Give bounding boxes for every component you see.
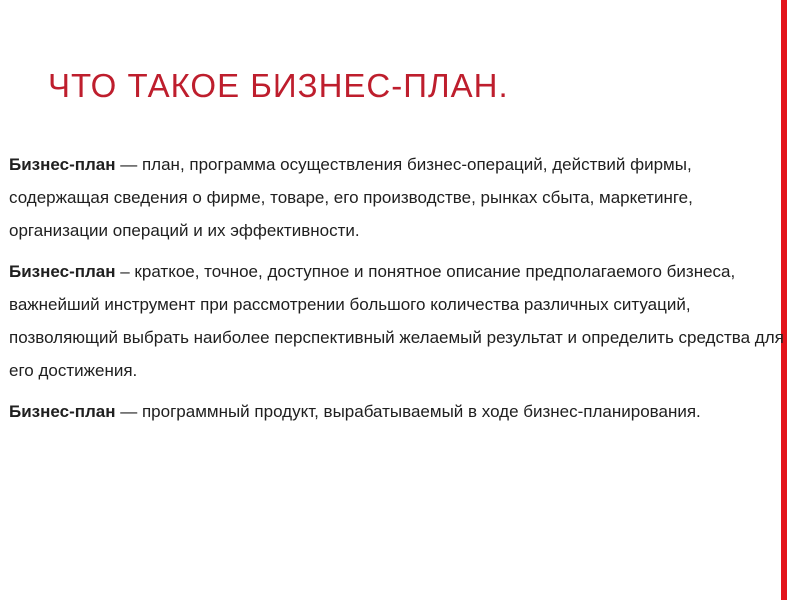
definition-paragraph-1	[9, 148, 789, 247]
definition-text: — программный продукт, вырабатываемый в ходе бизнес-планирования.	[115, 402, 701, 421]
definition-text: – краткое, точное, доступное и понятное описание предполагаемого бизнеса, важнейший инструмент при рассмотрении большого количества различных ситуаций, позволяющий выбрать наиболее перспективный желаемый результат и определить средства для его достижения.	[9, 262, 784, 380]
definition-term: Бизнес-план	[9, 402, 116, 421]
slide-body	[9, 148, 789, 436]
definition-paragraph-3	[9, 395, 789, 428]
slide-title: ЧТО ТАКОЕ БИЗНЕС-ПЛАН.	[48, 67, 509, 104]
definition-term: Бизнес-план	[9, 262, 116, 281]
definition-paragraph-2	[9, 255, 789, 387]
definition-term: Бизнес-план	[9, 155, 116, 174]
definition-text: — план, программа осуществления бизнес-операций, действий фирмы, содержащая сведения о фирме, товаре, его производстве, рынках сбыта, маркетинге, организации операций и их эффективности.	[9, 155, 693, 240]
